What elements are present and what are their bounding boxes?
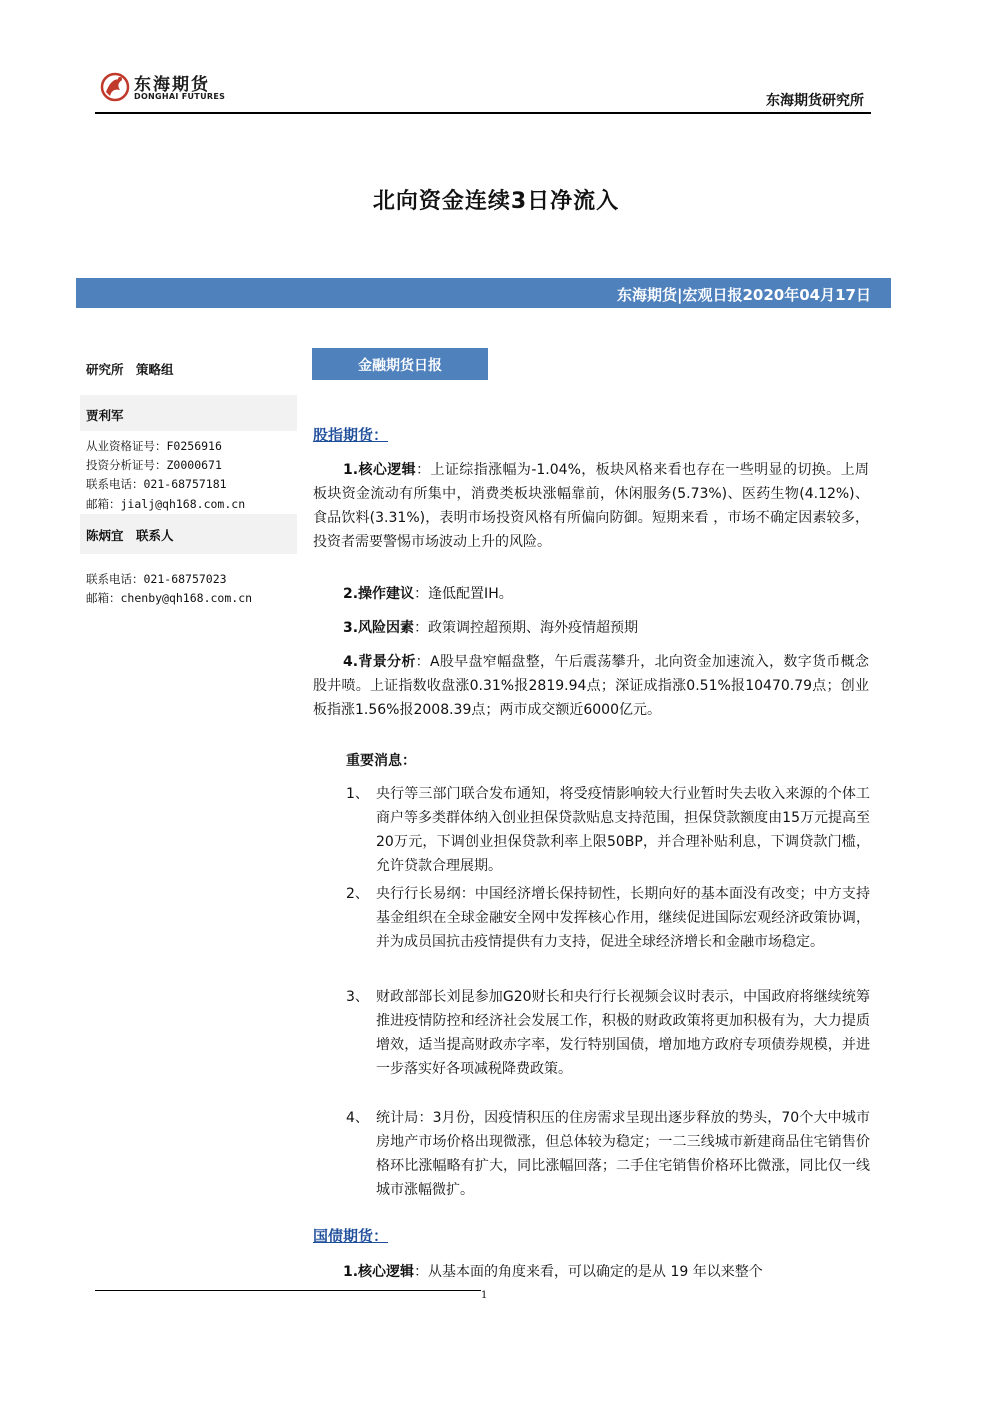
core-logic-text: ：上证综指涨幅为-1.04%，板块风格来看也存在一些明显的切换。上周板块资金流动有所集中，消费类板块涨幅靠前，休闲服务(5.73%)、医药生物(4.12%)、食品饮料(3.31%)，表明市场投资风格有所偏向防御。短期来看 ，市场不确定因素较多，投资者需要警惕市场波动上升的风险。 — [313, 462, 869, 550]
logo-en-text: DONGHAI FUTURES — [134, 92, 226, 101]
risk-paragraph — [313, 616, 869, 640]
report-title: 北向资金连续3日净流入 — [372, 189, 620, 214]
suggestion-text: ：逢低配置IH。 — [414, 586, 513, 602]
news-number: 3、 — [346, 989, 369, 1005]
news-text: 央行等三部门联合发布通知，将受疫情影响较大行业暂时失去收入来源的个体工商户等多类群体纳入创业担保贷款贴息支持范围，担保贷款额度由15万元提高至20万元，下调创业担保贷款利率上限50BP，并合理补贴利息，下调贷款门槛，允许贷款合理展期。 — [376, 786, 870, 874]
core-logic-label: 1.核心逻辑 — [343, 462, 417, 478]
report-banner — [76, 278, 891, 308]
news-item — [346, 882, 870, 954]
background-text: ：A股早盘窄幅盘整，午后震荡攀升，北向资金加速流入，数字货币概念股井喷。上证指数收盘涨0.31%报2819.94点；深证成指涨0.51%报10470.79点；创业板指涨1.56%报2008.39点；两市成交额近6000亿元。 — [313, 654, 869, 718]
news-number: 2、 — [346, 886, 369, 902]
news-number: 4、 — [346, 1110, 369, 1126]
header-rule — [95, 112, 871, 114]
footer-rule — [95, 1290, 481, 1291]
section-tag-text: 金融期货日报 — [358, 358, 442, 374]
page-number: 1 — [481, 1290, 488, 1301]
core-logic-paragraph — [313, 458, 869, 554]
analyst2-phone: 联系电话：021-68757023 — [86, 572, 227, 586]
news-item — [346, 782, 870, 878]
analyst2-name: 陈炳宜 联系人 — [86, 528, 174, 543]
section-stock-index-futures[interactable]: 股指期货： — [313, 426, 389, 444]
background-label: 4.背景分析 — [343, 654, 416, 670]
section-tag — [312, 348, 488, 380]
sidebar-group: 研究所 策略组 — [86, 362, 174, 377]
analyst2-email[interactable]: 邮箱：chenby@qh168.com.cn — [86, 591, 253, 605]
analyst1-phone: 联系电话：021-68757181 — [86, 477, 227, 491]
news-text: 统计局：3月份，因疫情积压的住房需求呈现出逐步释放的势头，70个大中城市房地产市场价格出现微涨，但总体较为稳定；一二三线城市新建商品住宅销售价格环比涨幅略有扩大，同比涨幅回落；二手住宅销售价格环比微涨，同比仅一线城市涨幅微扩。 — [376, 1110, 870, 1198]
analyst1-cert: 从业资格证号：F0256916 — [86, 439, 222, 453]
news-item — [346, 1106, 870, 1202]
news-text: 央行行长易纲：中国经济增长保持韧性，长期向好的基本面没有改变；中方支持基金组织在全球金融安全网中发挥核心作用，继续促进国际宏观经济政策协调，并为成员国抗击疫情提供有力支持，促进全球经济增长和金融市场稳定。 — [376, 886, 870, 950]
news-number: 1、 — [346, 786, 369, 802]
risk-label: 3.风险因素 — [343, 620, 415, 636]
suggestion-label: 2.操作建议 — [343, 586, 415, 602]
institute-name: 东海期货研究所 — [766, 93, 864, 109]
risk-text: ：政策调控超预期、海外疫情超预期 — [414, 620, 639, 636]
donghai-logo — [100, 68, 230, 108]
background-paragraph — [313, 650, 869, 722]
donghai-dragon-logo-icon — [100, 70, 130, 104]
analyst1-invest-cert: 投资分析证号：Z0000671 — [86, 458, 222, 472]
treasury-core-logic-label: 1.核心逻辑 — [343, 1264, 415, 1280]
section-treasury-futures[interactable]: 国债期货： — [313, 1227, 389, 1245]
banner-text: 东海期货|宏观日报2020年04月17日 — [617, 286, 871, 304]
logo-cn-text: 东海期货 — [134, 75, 210, 95]
news-text: 财政部部长刘昆参加G20财长和央行行长视频会议时表示，中国政府将继续统筹推进疫情防控和经济社会发展工作，积极的财政政策将更加积极有为，大力提质增效，适当提高财政赤字率，发行特别国债，增加地方政府专项债券规模，并进一步落实好各项减税降费政策。 — [376, 989, 870, 1077]
treasury-core-logic-paragraph — [313, 1260, 869, 1284]
analyst1-name: 贾利军 — [86, 408, 124, 423]
treasury-core-logic-text: ：从基本面的角度来看，可以确定的是从 19 年以来整个 — [414, 1264, 763, 1280]
analyst1-email[interactable]: 邮箱：jialj@qh168.com.cn — [86, 497, 246, 511]
news-item — [346, 985, 870, 1081]
suggestion-paragraph — [313, 582, 869, 606]
news-heading: 重要消息： — [346, 753, 416, 769]
